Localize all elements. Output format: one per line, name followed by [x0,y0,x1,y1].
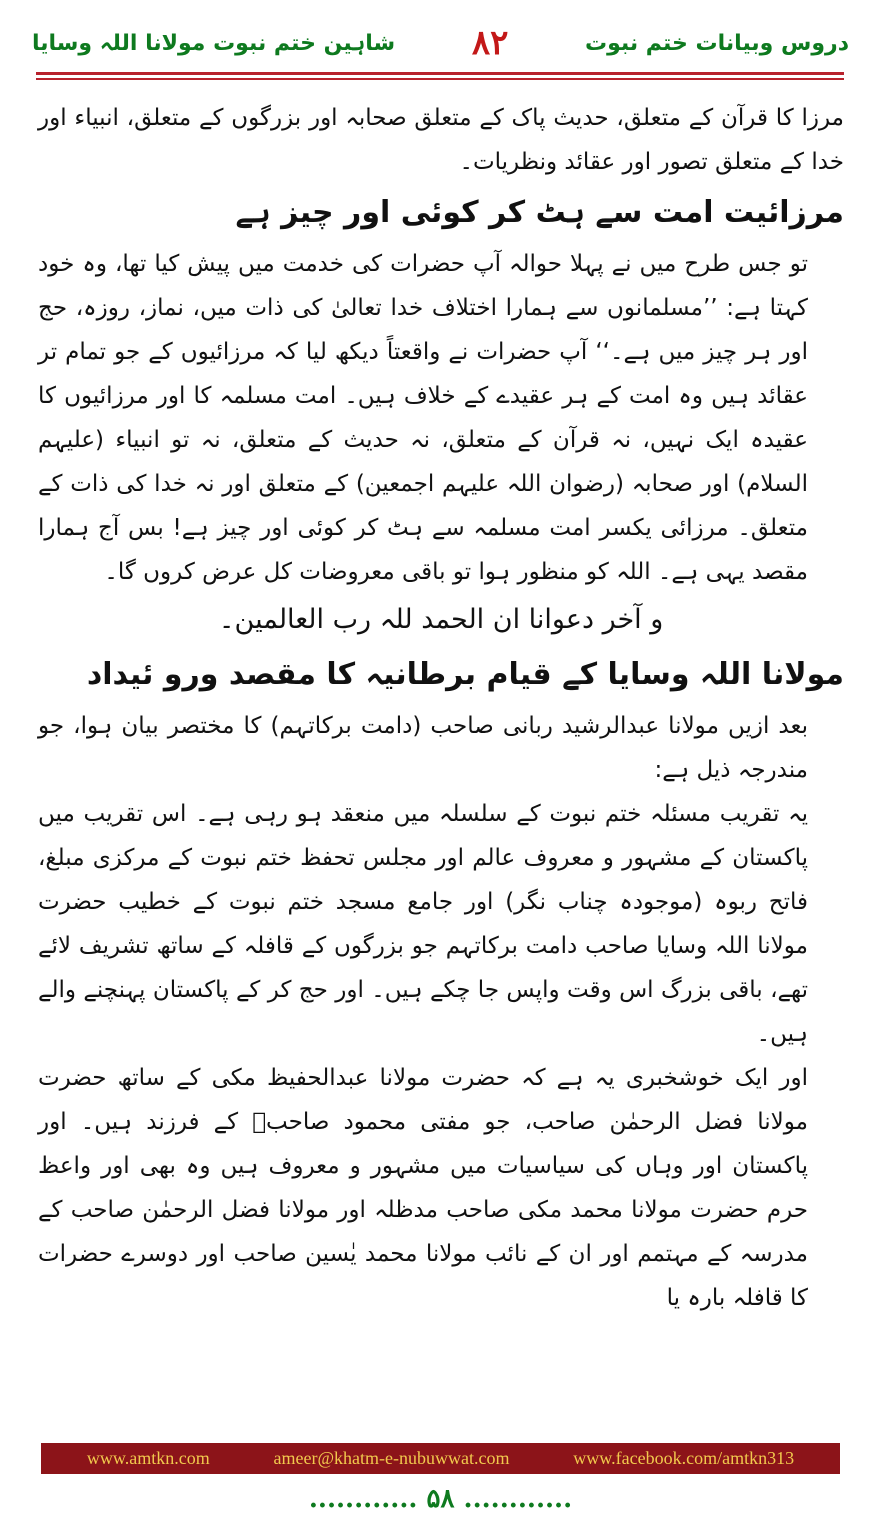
paragraph-5: اور ایک خوشخبری یہ ہے کہ حضرت مولانا عبدالحفیظ مکی کے ساتھ حضرت مولانا فضل الرحمٰن صاحب، جو مفتی محمود صاحبؒ کے فرزند ہیں۔ اور پاکستان اور وہاں کی سیاسیات میں مشہور و معروف ہیں وہ بھی اور واعظ حرم حضرت مولانا محمد مکی صاحب مدظلہ اور مولانا فضل الرحمٰن صاحب کے مدرسہ کے مہتمم اور ان کے نائب مولانا محمد یٰسین صاحب اور دوسرے حضرات کا قافلہ بارہ یا [38,1065,808,1311]
paragraph-2: تو جس طرح میں نے پہلا حوالہ آپ حضرات کی خدمت میں پیش کیا تھا، وہ خود کہتا ہے: ’’مسلمانوں سے ہمارا اختلاف خدا تعالیٰ کی ذات میں، نماز، روزہ، حج اور ہر چیز میں ہے۔‘‘ آپ حضرات نے واقعتاً دیکھ لیا کہ مرزائیوں کے جو تمام تر عقائد ہیں وہ امت کے ہر عقیدے کے خلاف ہیں۔ امت مسلمہ کا اور مرزائیوں کا عقیدہ ایک نہیں، نہ قرآن کے متعلق، نہ حدیث کے متعلق، نہ تو انبیاء (علیہم السلام) اور صحابہ (رضوان اللہ علیہم اجمعین) کے متعلق اور نہ خدا کی ذات کے متعلق۔ مرزائی یکسر امت مسلمہ سے ہٹ کر کوئی اور چیز ہے! بس آج ہمارا مقصد یہی ہے۔ اللہ کو منظور ہوا تو باقی معروضات کل عرض کروں گا۔ [38,251,808,585]
footer-links-bar [41,1443,840,1474]
facebook-link[interactable]: www.facebook.com/amtkn313 [573,1448,795,1468]
page-number: ۵۸ [426,1484,455,1514]
chapter-title: شاہین ختم نبوت مولانا اللہ وسایا [32,30,396,56]
book-title: دروس وبیانات ختم نبوت [585,30,849,56]
page-body [38,96,844,1320]
footer-page-number [0,1484,881,1514]
page-header [22,18,859,68]
heading-1: مرزائیت امت سے ہٹ کر کوئی اور چیز ہے [235,195,844,230]
closing-line: و آخر دعوانا ان الحمد للہ رب العالمین۔ [218,604,664,635]
header-rule-top [36,72,844,75]
dots-right: ............ [463,1484,573,1514]
paragraph-1: مرزا کا قرآن کے متعلق، حدیث پاک کے متعلق صحابہ اور بزرگوں کے متعلق، انبیاء اور خدا کے متعلق تصور اور عقائد ونظریات۔ [38,105,844,175]
dots-left: ............ [308,1484,418,1514]
email-link[interactable]: ameer@khatm-e-nubuwwat.com [273,1448,510,1468]
header-page-number: ۸۲ [471,23,509,63]
paragraph-3: بعد ازیں مولانا عبدالرشید ربانی صاحب (دامت برکاتہم) کا مختصر بیان ہوا، جو مندرجہ ذیل ہے: [38,713,808,783]
website-link[interactable]: www.amtkn.com [86,1448,210,1468]
header-rule-bottom [36,78,844,80]
paragraph-4: یہ تقریب مسئلہ ختم نبوت کے سلسلہ میں منعقد ہو رہی ہے۔ اس تقریب میں پاکستان کے مشہور و معروف عالم اور مجلس تحفظ ختم نبوت کے مرکزی مبلغ، فاتح ربوہ (موجودہ چناب نگر) اور جامع مسجد ختم نبوت کے خطیب حضرت مولانا اللہ وسایا صاحب دامت برکاتہم جو بزرگوں کے قافلہ کے ساتھ تشریف لائے تھے، باقی بزرگ اس وقت واپس جا چکے ہیں۔ اور حج کر کے پاکستان پہنچنے والے ہیں۔ [38,801,808,1047]
heading-2: مولانا اللہ وسایا کے قیام برطانیہ کا مقصد ورو ئیداد [86,657,844,692]
